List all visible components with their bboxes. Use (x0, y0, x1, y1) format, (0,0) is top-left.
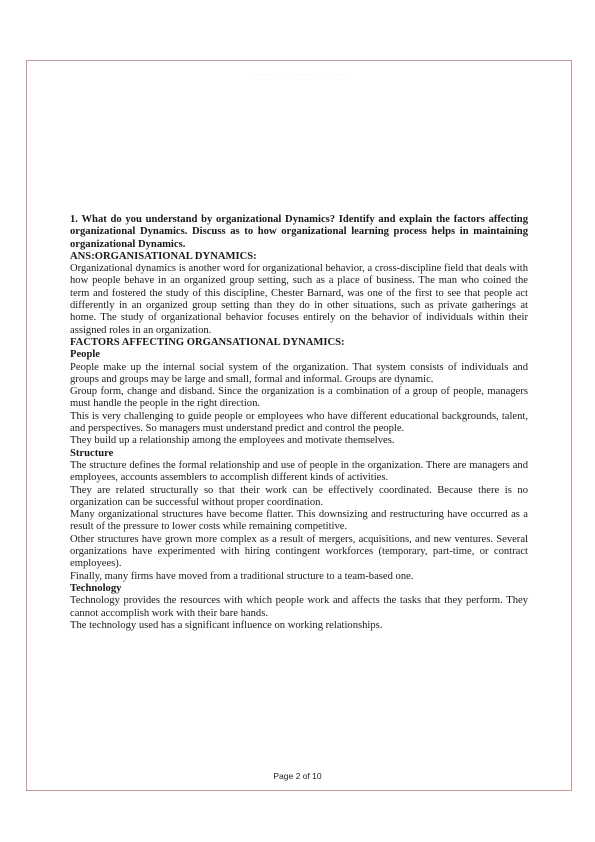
structure-paragraph: Many organizational structures have become flatter. This downsizing and restructuring have occurred as a result of the pressure to lower costs while remaining competitive. (70, 509, 528, 533)
document-body (70, 214, 528, 632)
people-paragraph: This is very challenging to guide people or employees who have different educational backgrounds, talent, and perspectives. So managers must understand predict and control the people. (70, 410, 528, 435)
structure-paragraph: The structure defines the formal relationship and use of people in the organization. There are managers and employees, accounts assemblers to accomplish different kinds of activities. (70, 459, 528, 484)
people-paragraph: People make up the internal social system of the organization. That system consists of individuals and groups and groups may be large and small, formal and informal. Groups are dynamic. (70, 361, 528, 385)
section-heading-people: People (70, 349, 101, 361)
technology-paragraph: The technology used has a significant influence on working relationships. (70, 619, 383, 631)
section-heading-structure: Structure (70, 447, 114, 459)
factors-heading: FACTORS AFFECTING ORGANSATIONAL DYNAMICS: (70, 336, 345, 348)
people-paragraph: They build up a relationship among the employees and motivate themselves. (70, 435, 395, 447)
question-text: 1. What do you understand by organizational Dynamics? Identify and explain the factors affecting organizational Dynamics. Discuss as to how organizational learning process helps in maintaining organizational Dynamics. (70, 214, 528, 250)
structure-paragraph: Other structures have grown more complex as a result of mergers, acquisitions, and new ventures. Several organizations have experimented with hiring contingent workforces (temporary, part-time, or contract employees). (70, 533, 528, 570)
technology-paragraph: Technology provides the resources with which people work and affects the tasks that they perform. They cannot accomplish work with their bare hands. (70, 595, 528, 619)
structure-paragraph: They are related structurally so that their work can be effectively coordinated. Because there is no organization can be successful without proper coordination. (70, 484, 528, 508)
section-heading-technology: Technology (70, 582, 122, 594)
structure-paragraph: Finally, many firms have moved from a traditional structure to a team-based one. (70, 570, 414, 582)
faint-header: - - - - - - - - - - - - - - - - - - - - - - (252, 71, 348, 76)
page-number-footer: Page 2 of 10 (273, 771, 322, 781)
people-paragraph: Group form, change and disband. Since the organization is a combination of a group of people, managers must handle the people in the right direction. (70, 386, 528, 410)
answer-heading: ANS:ORGANISATIONAL DYNAMICS: (70, 250, 257, 262)
intro-paragraph: Organizational dynamics is another word for organizational behavior, a cross-discipline field that deals with how people behave in an organized group setting, such as a place of business. The man who coined the term and fostered the study of this discipline, Chester Barnard, was one of the first to see that people act differently in an organized group setting than they do in other situations, such as private gatherings at home. The study of organizational behavior focuses entirely on the behavior of individuals within their assigned roles in an organization. (70, 263, 528, 336)
